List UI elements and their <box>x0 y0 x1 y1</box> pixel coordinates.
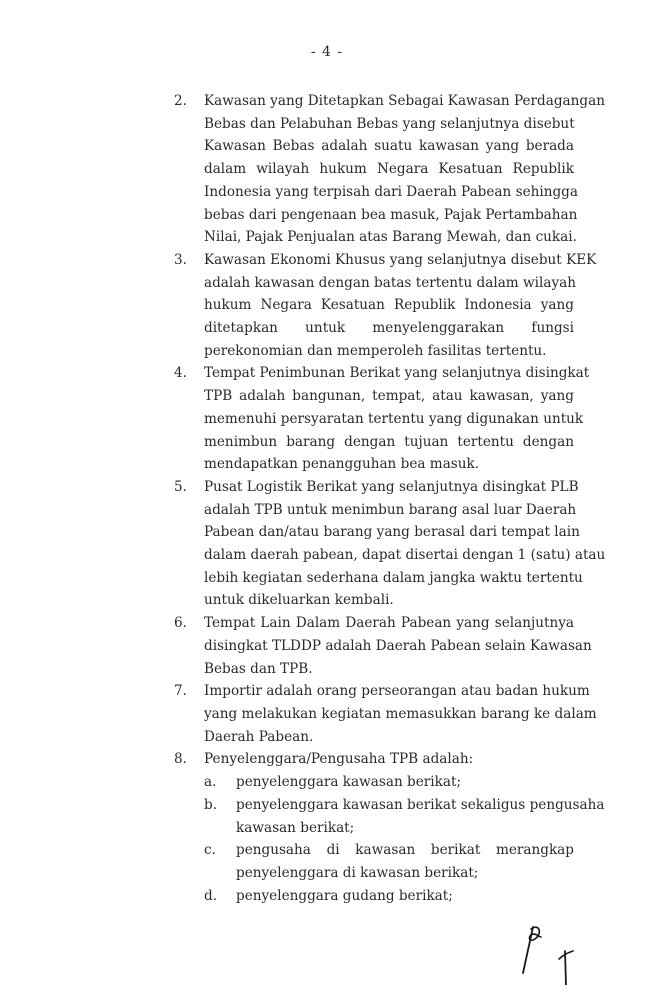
list-item-3 <box>174 249 597 363</box>
sub-item-a <box>204 771 574 794</box>
item-line: Tempat Penimbunan Berikat yang selanjutnya disingkat <box>204 365 590 382</box>
sub-item-line: penyelenggara di kawasan berikat; <box>236 864 479 881</box>
item-line: TPB adalah bangunan, tempat, atau kawasan, yang <box>204 388 574 405</box>
item-line: Pusat Logistik Berikat yang selanjutnya disingkat PLB <box>204 478 579 495</box>
sub-item-line: kawasan berikat; <box>236 819 355 836</box>
list-item-7 <box>174 680 597 748</box>
item-line: Nilai, Pajak Penjualan atas Barang Mewah, dan cukai. <box>204 229 577 246</box>
item-line: Indonesia yang terpisah dari Daerah Pabean sehingga <box>204 183 578 200</box>
item-number: 8. <box>174 751 187 768</box>
sub-item-line: penyelenggara kawasan berikat sekaligus pengusaha <box>236 796 605 813</box>
item-line: yang melakukan kegiatan memasukkan barang ke dalam <box>204 705 597 722</box>
sub-item-letter: d. <box>204 887 218 904</box>
item-line: menimbun barang dengan tujuan tertentu dengan <box>204 433 574 450</box>
item-line: Kawasan yang Ditetapkan Sebagai Kawasan Perdagangan <box>204 93 605 109</box>
list-item-6 <box>174 612 592 680</box>
item-line: dalam wilayah hukum Negara Kesatuan Republik <box>204 161 574 178</box>
item-number: 4. <box>174 365 187 382</box>
item-line: adalah kawasan dengan batas tertentu dalam wilayah <box>204 274 576 291</box>
item-line: untuk dikeluarkan kembali. <box>204 592 394 609</box>
item-line: mendapatkan penangguhan bea masuk. <box>204 456 480 473</box>
signature-icon <box>505 915 595 985</box>
item-line: perekonomian dan memperoleh fasilitas tertentu. <box>204 342 547 359</box>
item-line: memenuhi persyaratan tertentu yang digunakan untuk <box>204 410 584 427</box>
sub-item-letter: a. <box>204 774 217 791</box>
sub-item-c <box>204 839 574 884</box>
item-line: Kawasan Ekonomi Khusus yang selanjutnya disebut KEK <box>204 251 597 268</box>
sub-item-line: pengusaha di kawasan berikat merangkap <box>236 842 574 859</box>
list-item-4 <box>174 362 590 476</box>
item-number: 2. <box>174 93 187 109</box>
item-line: Tempat Lain Dalam Daerah Pabean yang selanjutnya <box>204 615 574 632</box>
item-line: disingkat TLDDP adalah Daerah Pabean selain Kawasan <box>204 637 592 654</box>
item-line: Bebas dan Pelabuhan Bebas yang selanjutnya disebut <box>204 115 575 132</box>
handwritten-initials <box>505 915 595 989</box>
item-line: bebas dari pengenaan bea masuk, Pajak Pertambahan <box>204 206 578 223</box>
sub-item-b <box>204 794 605 839</box>
list-item-8 <box>174 748 605 907</box>
definitions-list <box>174 90 606 907</box>
sub-item-line: penyelenggara kawasan berikat; <box>236 774 462 791</box>
item-line: Kawasan Bebas adalah suatu kawasan yang berada <box>204 138 574 155</box>
item-line: ditetapkan untuk menyelenggarakan fungsi <box>204 320 574 337</box>
sub-item-letter: c. <box>204 842 216 859</box>
item-line: dalam daerah pabean, dapat disertai dengan 1 (satu) atau <box>204 547 606 564</box>
item-line: lebih kegiatan sederhana dalam jangka waktu tertentu <box>204 569 583 586</box>
list-item-2 <box>174 90 605 249</box>
item-line: adalah TPB untuk menimbun barang asal luar Daerah <box>204 501 577 518</box>
sub-item-letter: b. <box>204 796 218 813</box>
item-line: Importir adalah orang perseorangan atau badan hukum <box>204 683 590 700</box>
sub-item-line: penyelenggara gudang berikat; <box>236 887 453 904</box>
item-line: Daerah Pabean. <box>204 728 314 745</box>
page-number: - 4 - <box>310 44 344 60</box>
item-line: Bebas dan TPB. <box>204 660 313 677</box>
item-number: 5. <box>174 478 187 495</box>
item-number: 6. <box>174 615 187 632</box>
list-item-5 <box>174 476 606 612</box>
item-number: 7. <box>174 683 187 700</box>
item-line: Penyelenggara/Pengusaha TPB adalah: <box>204 751 474 768</box>
item-number: 3. <box>174 251 187 268</box>
sub-item-d <box>204 885 574 908</box>
item-line: hukum Negara Kesatuan Republik Indonesia yang <box>204 297 574 314</box>
item-line: Pabean dan/atau barang yang berasal dari tempat lain <box>204 524 580 541</box>
